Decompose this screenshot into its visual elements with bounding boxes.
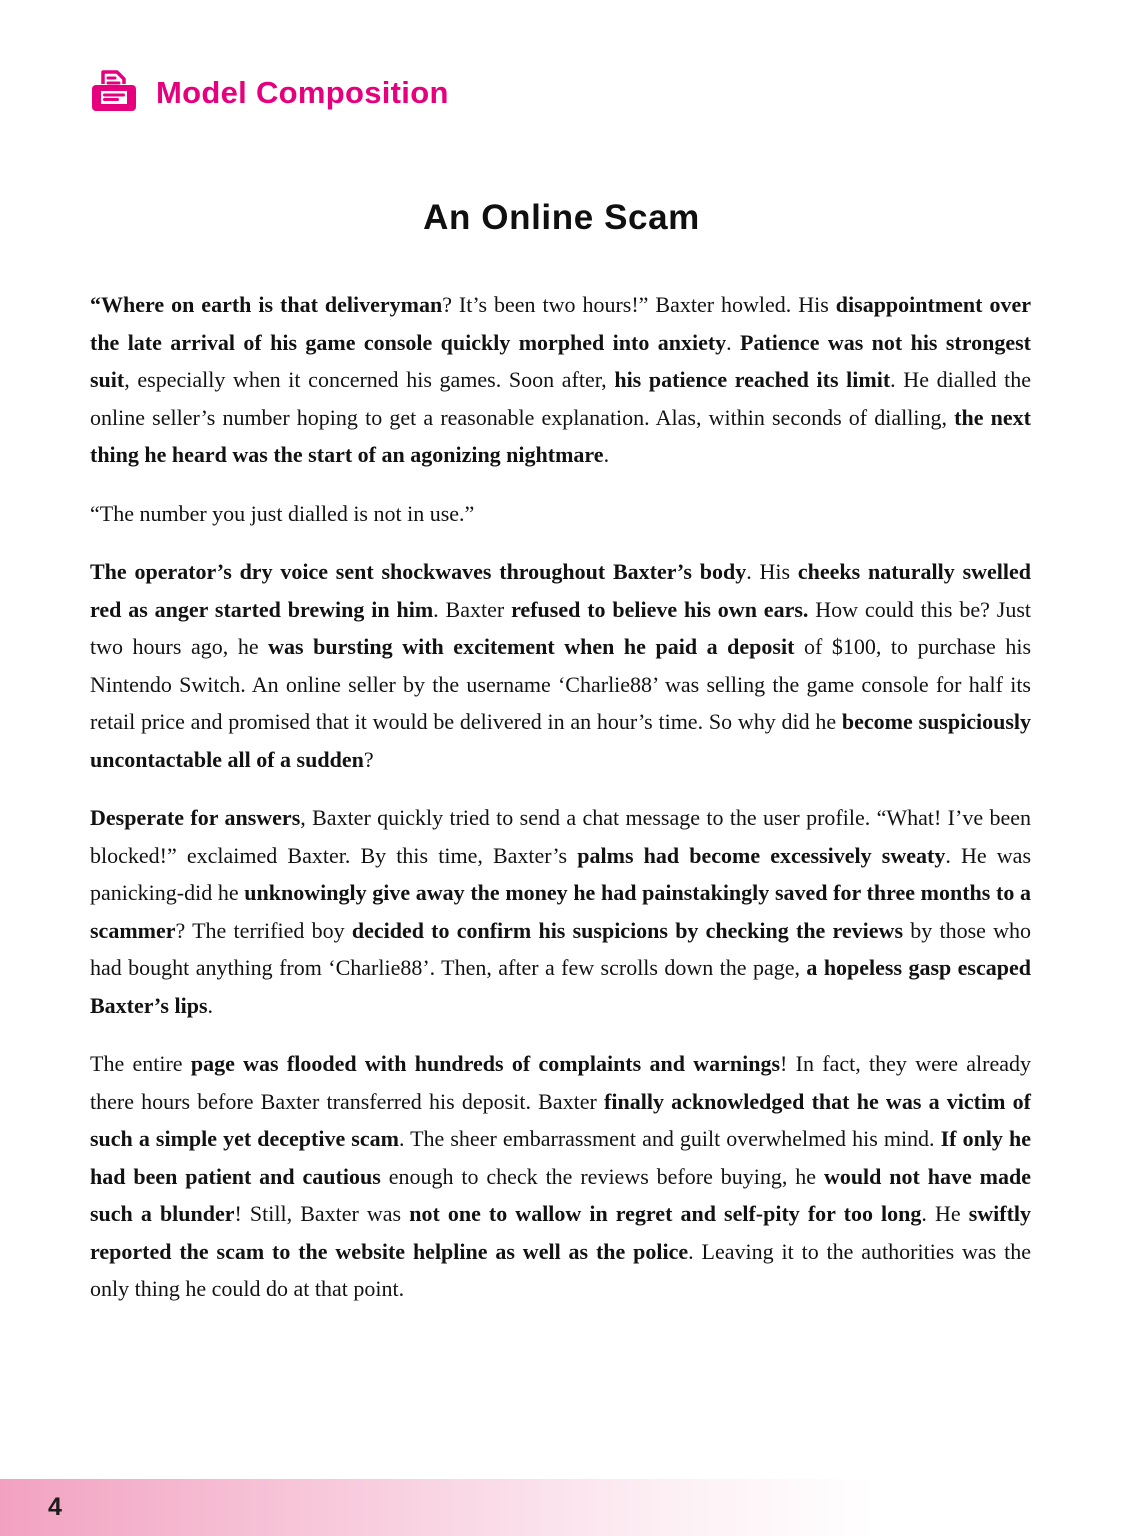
page-footer (0, 1479, 1123, 1536)
paragraph-1: “Where on earth is that deliveryman? It’s been two hours!” Baxter howled. His disappointment over the late arrival of his game console quickly morphed into anxiety. Patience was not his strongest suit, especially when it concerned his games. Soon after, his patience reached its limit. He dialled the online seller’s number hoping to get a reasonable explanation. Alas, within seconds of dialling, the next thing he heard was the start of an agonizing nightmare. (90, 292, 1032, 467)
paragraph-5: The entire page was flooded with hundreds of complaints and warnings! In fact, they were already there hours before Baxter transferred his deposit. Baxter finally acknowledged that he was a victim of such a simple yet deceptive scam. The sheer embarrassment and guilt overwhelmed his mind. If only he had been patient and cautious enough to check the reviews before buying, he would not have made such a blunder! Still, Baxter was not one to wallow in regret and self-pity for too long. He swiftly reported the scam to the website helpline as well as the police. Leaving it to the authorities was the only thing he could do at that point. (90, 1051, 1032, 1301)
paragraph-3: The operator’s dry voice sent shockwaves throughout Baxter’s body. His cheeks naturally swelled red as anger started brewing in him. Baxter refused to believe his own ears. How could this be? Just two hours ago, he was bursting with excitement when he paid a deposit of $100, to purchase his Nintendo Switch. An online seller by the username ‘Charlie88’ was selling the game console for half its retail price and promised that it would be delivered in an hour’s time. So why did he become suspiciously uncontactable all of a sudden? (90, 559, 1032, 772)
paragraph-2: “The number you just dialled is not in use.” (90, 500, 475, 526)
page-number: 4 (48, 1493, 62, 1521)
paragraph-4: Desperate for answers, Baxter quickly tried to send a chat message to the user profile. “What! I’ve been blocked!” exclaimed Baxter. By this time, Baxter’s palms had become excessively sweaty. He was panicking-did he unknowingly give away the money he had painstakingly saved for three months to a scammer? The terrified boy decided to confirm his suspicions by checking the reviews by those who had bought anything from ‘Charlie88’. Then, after a few scrolls down the page, a hopeless gasp escaped Baxter’s lips. (90, 805, 1032, 1018)
composition-title: An Online Scam (423, 198, 700, 237)
section-header (88, 68, 449, 118)
printer-icon (88, 68, 140, 118)
composition-body (90, 286, 1031, 1329)
section-title: Model Composition (156, 75, 449, 110)
